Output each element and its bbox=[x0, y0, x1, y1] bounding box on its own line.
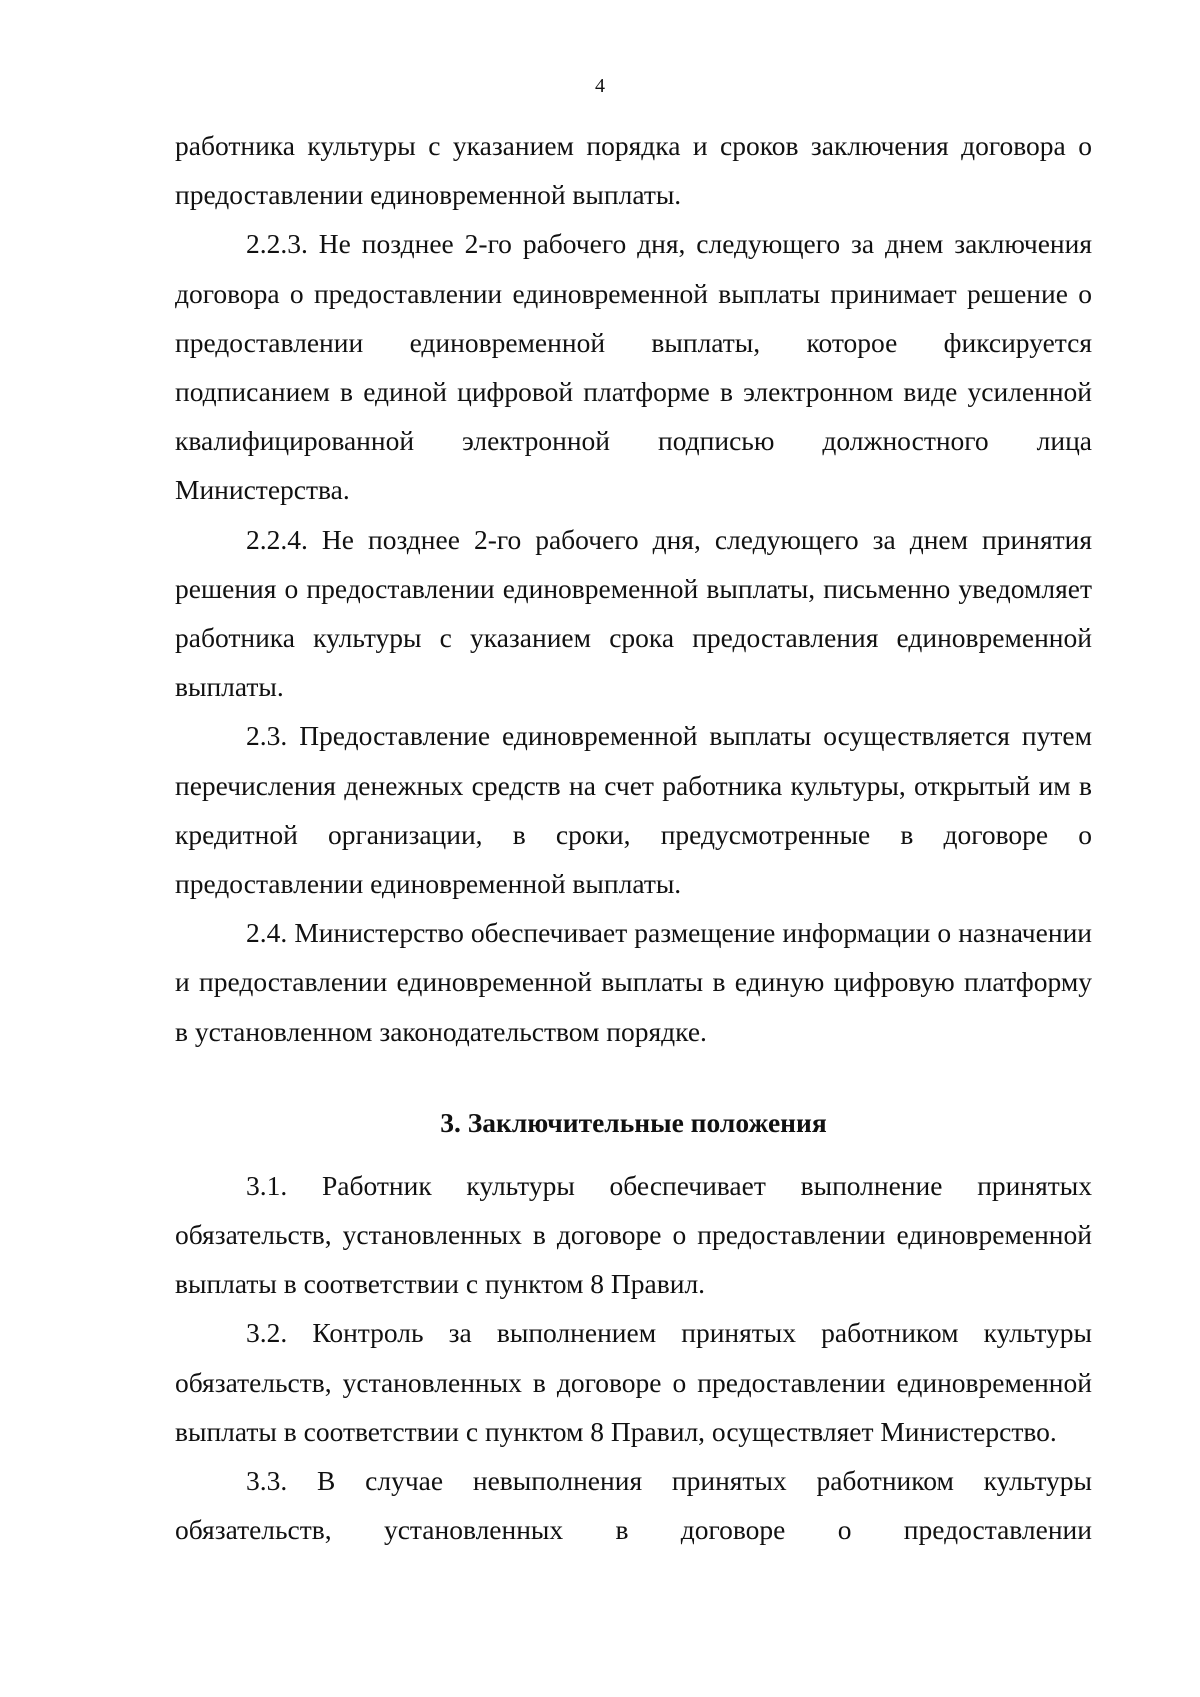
paragraph-3-3: 3.3. В случае невыполнения принятых работником культуры обязательств, установленных в договоре о предоставлении bbox=[175, 1465, 1092, 1546]
paragraph-2-4: 2.4. Министерство обеспечивает размещение информации о назначении и предоставлении единовременной выплаты в единую цифровую платформу в установленном законодательством порядке. bbox=[175, 917, 1092, 1047]
paragraph-3-2: 3.2. Контроль за выполнением принятых работником культуры обязательств, установленных в договоре о предоставлении единовременной выплаты в соответствии с пунктом 8 Правил, осуществляет Министерство. bbox=[175, 1317, 1092, 1447]
paragraph-2-2-4: 2.2.4. Не позднее 2-го рабочего дня, следующего за днем принятия решения о предоставлении единовременной выплаты, письменно уведомляет работника культуры с указанием срока предоставления единовременной выплаты. bbox=[175, 523, 1092, 703]
page-number: 4 bbox=[595, 75, 605, 97]
paragraph-3-1: 3.1. Работник культуры обеспечивает выполнение принятых обязательств, установленных в договоре о предоставлении единовременной выплаты в соответствии с пунктом 8 Правил. bbox=[175, 1169, 1092, 1300]
document-body bbox=[175, 121, 1092, 1554]
section-heading-final-provisions: 3. Заключительные положения bbox=[440, 1106, 827, 1138]
paragraph-2-2-3: 2.2.3. Не позднее 2-го рабочего дня, следующего за днем заключения договора о предоставлении единовременной выплаты принимает решение о предоставлении единовременной выплаты, которое фиксируется подписанием в единой цифровой платформе в электронном виде усиленной квалифицированной электронной подписью должностного лица Министерства. bbox=[175, 228, 1092, 506]
paragraph-2-3: 2.3. Предоставление единовременной выплаты осуществляется путем перечисления денежных средств на счет работника культуры, открытый им в кредитной организации, в сроки, предусмотренные в договоре о предоставлении единовременной выплаты. bbox=[175, 720, 1092, 900]
paragraph-continued: работника культуры с указанием порядка и сроков заключения договора о предоставлении единовременной выплаты. bbox=[175, 130, 1092, 211]
